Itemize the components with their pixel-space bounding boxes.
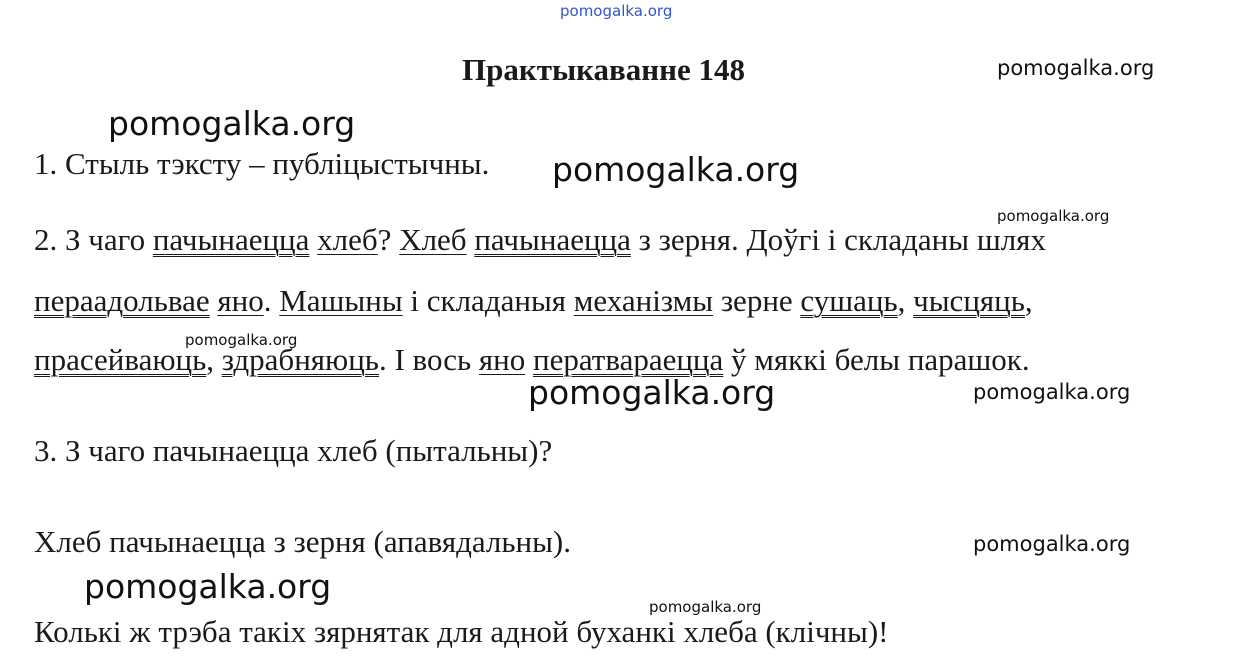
text-segment: ў мяккі белы парашок. [723,342,1030,377]
text-segment [525,342,533,377]
text-segment: , [897,283,914,318]
answer-line-2 [34,222,1046,258]
watermark: pomogalka.org [997,207,1110,225]
watermark: pomogalka.org [973,532,1131,556]
subject-word: механізмы [573,283,714,318]
text-segment: , [206,342,222,377]
text-segment: . [263,283,280,318]
watermark: pomogalka.org [108,104,356,143]
predicate-word: сушаць [800,283,898,318]
predicate-word: пачынаецца [474,222,631,257]
predicate-word: ператвараецца [532,342,724,377]
predicate-word: здрабняюць [221,342,379,377]
text-segment: ? [377,222,400,257]
text-segment: зерне [713,283,801,318]
subject-word: хлеб [317,222,378,257]
text-segment: 2. З чаго [34,222,153,257]
answer-line-7: Колькі ж трэба такіх зярнятак для адной буханкі хлеба (клічны)! [34,614,889,649]
text-segment: з зерня. Доўгі і складаны шлях [630,222,1046,257]
answer-line-5: 3. З чаго пачынаецца хлеб (пытальны)? [34,433,553,468]
answer-line-3 [34,283,1033,319]
watermark: pomogalka.org [973,380,1131,404]
answer-line-1: 1. Стыль тэксту – публіцыстычны. [34,146,490,181]
subject-word: яно [217,283,264,318]
predicate-word: прасейваюць [34,342,207,377]
subject-word: яно [478,342,526,377]
watermark: pomogalka.org [552,150,800,189]
answer-line-6: Хлеб пачынаецца з зерня (апавядальны). [34,524,571,559]
text-segment: . І вось [378,342,479,377]
text-segment [309,222,317,257]
watermark-top[interactable]: pomogalka.org [560,2,673,20]
watermark: pomogalka.org [649,598,762,616]
predicate-word: пераадольвае [34,283,210,318]
predicate-word: пачынаецца [152,222,310,257]
text-segment: і складаныя [402,283,574,318]
subject-word: Машыны [279,283,403,318]
watermark: pomogalka.org [528,373,776,412]
text-segment: , [1024,283,1033,318]
watermark: pomogalka.org [997,56,1155,80]
watermark: pomogalka.org [84,567,332,606]
exercise-title: Практыкаванне 148 [462,52,746,87]
watermark: pomogalka.org [185,331,298,349]
answer-line-4 [34,342,1030,378]
subject-word: Хлеб [399,222,467,257]
predicate-word: чысцяць [913,283,1025,318]
